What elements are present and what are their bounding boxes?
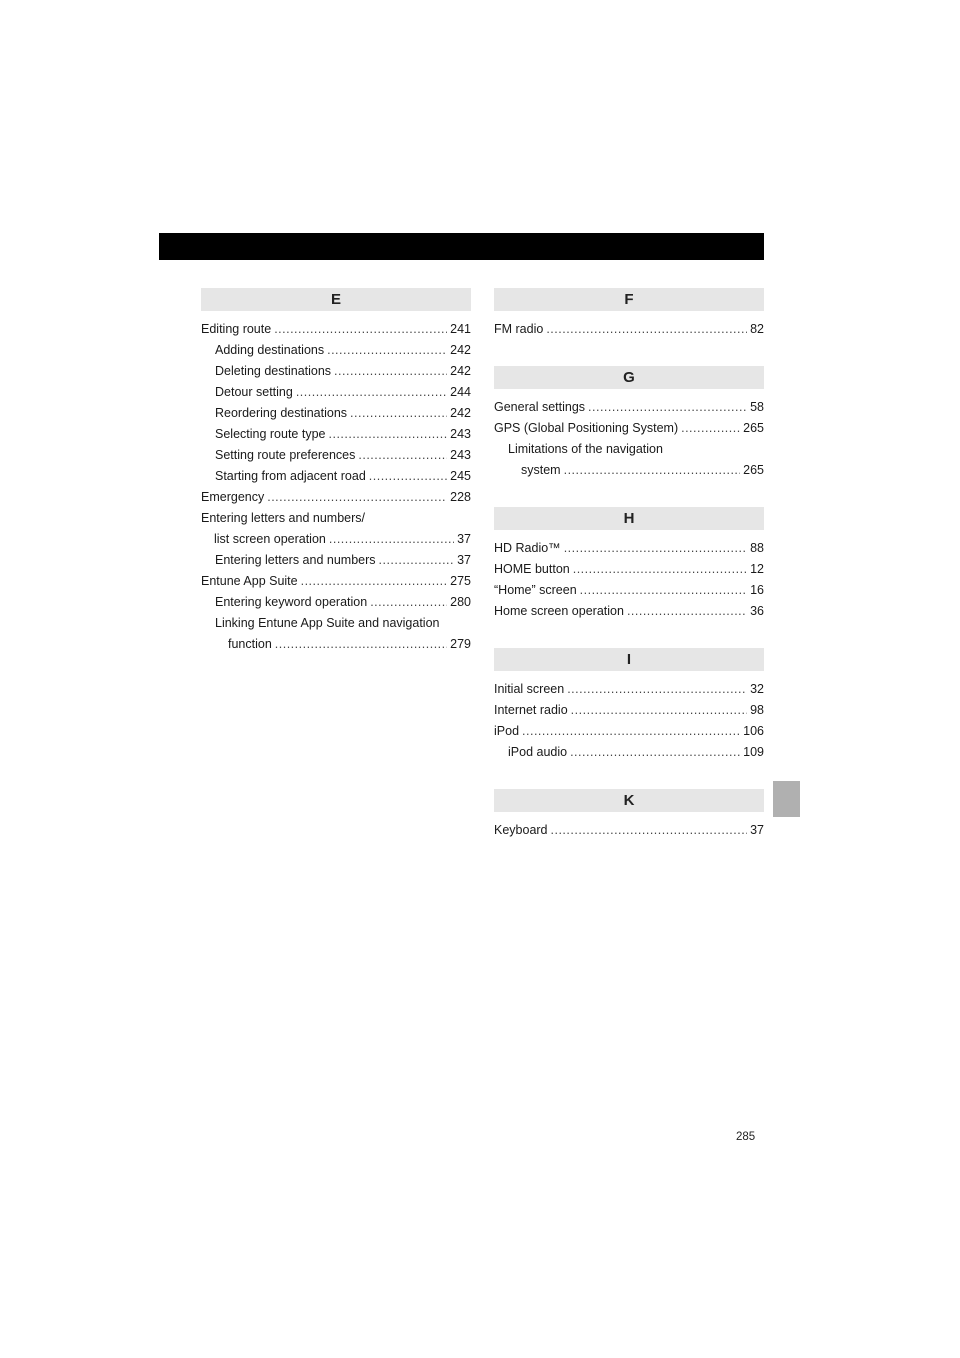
index-entry: Entering keyword operation ..... 280 <box>201 592 471 613</box>
index-entry: Initial screen ..... 32 <box>494 679 764 700</box>
index-entry: Starting from adjacent road ..... 245 <box>201 466 471 487</box>
index-entry-multiline: Limitations of the navigation system ..... 265 <box>494 439 764 481</box>
index-entry: Internet radio ..... 98 <box>494 700 764 721</box>
index-entry: Entune App Suite ..... 275 <box>201 571 471 592</box>
index-entry: “Home” screen ..... 16 <box>494 580 764 601</box>
index-entry: GPS (Global Positioning System) ..... 265 <box>494 418 764 439</box>
index-entry: Detour setting ..... 244 <box>201 382 471 403</box>
page-number: 285 <box>736 1131 756 1143</box>
index-entry: FM radio ..... 82 <box>494 319 764 340</box>
index-entry: HOME button ..... 12 <box>494 559 764 580</box>
index-entry: iPod audio ..... 109 <box>494 742 764 763</box>
index-entry: Home screen operation ..... 36 <box>494 601 764 622</box>
index-entry: Setting route preferences ..... 243 <box>201 445 471 466</box>
section-letter-k: K <box>494 789 764 812</box>
index-entry: Deleting destinations ..... 242 <box>201 361 471 382</box>
index-entry: Reordering destinations ..... 242 <box>201 403 471 424</box>
section-letter-h: H <box>494 507 764 530</box>
index-entry-multiline: Linking Entune App Suite and navigation function ..... 279 <box>201 613 471 655</box>
index-thumb-tab <box>773 781 800 817</box>
index-column-left <box>201 288 471 655</box>
section-letter-f: F <box>494 288 764 311</box>
index-entry: Adding destinations ..... 242 <box>201 340 471 361</box>
section-letter-e: E <box>201 288 471 311</box>
section-letter-i: I <box>494 648 764 671</box>
index-entry: Entering letters and numbers ..... 37 <box>201 550 471 571</box>
index-entry-multiline: Entering letters and numbers/ list screen operation ..... 37 <box>201 508 471 550</box>
index-entry: Emergency ..... 228 <box>201 487 471 508</box>
index-entry: General settings ..... 58 <box>494 397 764 418</box>
header-bar <box>159 233 764 260</box>
index-entry: Keyboard ..... 37 <box>494 820 764 841</box>
index-column-right <box>494 288 764 841</box>
index-entry: Selecting route type ..... 243 <box>201 424 471 445</box>
index-entry: iPod ..... 106 <box>494 721 764 742</box>
section-letter-g: G <box>494 366 764 389</box>
index-entry: HD Radio™ ..... 88 <box>494 538 764 559</box>
section-e-entries <box>201 319 471 655</box>
index-entry: Editing route ..... 241 <box>201 319 471 340</box>
